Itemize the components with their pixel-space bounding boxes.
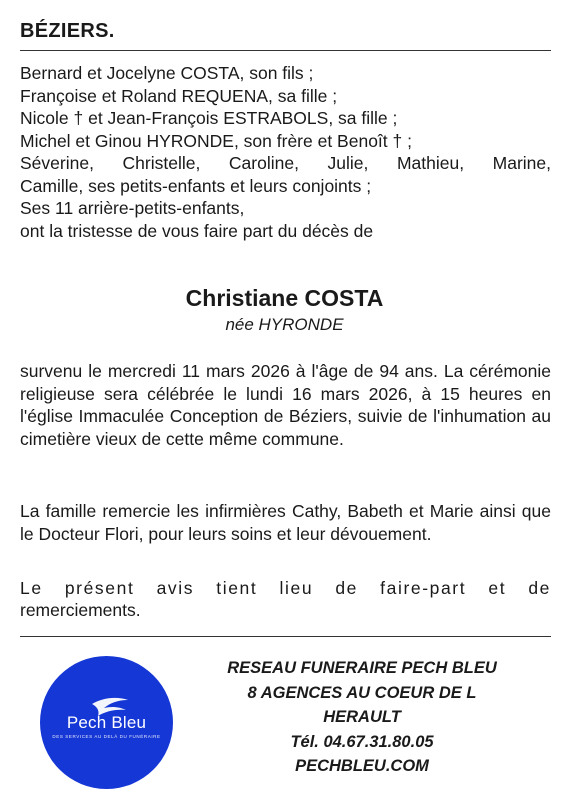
family-line: Françoise et Roland REQUENA, sa fille ; <box>20 85 338 106</box>
family-line: Camille, ses petits-enfants et leurs conjoints ; <box>20 175 372 196</box>
death-paragraph: survenu le mercredi 11 mars 2026 à l'âge de 94 ans. La cérémonie religieuse sera célébrée le lundi 16 mars 2026, à 15 heures en l'église Immaculée Conception de Béziers, suivie de l'inhumation au cimetière vieux de cette même commune. <box>20 361 551 449</box>
family-line: Michel et Ginou HYRONDE, son frère et Benoît † ; <box>20 130 412 151</box>
pech-bleu-logo <box>40 656 173 789</box>
family-line: Bernard et Jocelyne COSTA, son fils ; <box>20 63 314 83</box>
family-line: Séverine, Christelle, Caroline, Julie, Mathieu, Marine, <box>20 153 551 173</box>
company-name: RESEAU FUNERAIRE PECH BLEU <box>227 659 497 677</box>
notice-line: remerciements. <box>20 600 141 620</box>
logo-brand: Pech Bleu <box>66 713 147 732</box>
top-divider <box>20 50 551 51</box>
company-region: HERAULT <box>323 708 401 726</box>
city-heading: BÉZIERS. <box>20 20 115 42</box>
notice-line: Le présent avis tient lieu de faire-part et de <box>20 578 551 598</box>
family-list <box>20 62 551 242</box>
family-line: Ses 11 arrière-petits-enfants, <box>20 198 245 218</box>
company-phone: Tél. 04.67.31.80.05 <box>290 732 434 751</box>
company-website: PECHBLEU.COM <box>295 757 429 775</box>
bottom-divider <box>20 636 551 637</box>
family-line: Nicole † et Jean-François ESTRABOLS, sa fille ; <box>20 108 398 128</box>
logo-tagline: DES SERVICES AU DELÀ DU FUNÉRAIRE <box>52 734 161 739</box>
maiden-name: née HYRONDE <box>225 315 344 334</box>
company-block <box>212 656 512 779</box>
thanks-paragraph: La famille remercie les infirmières Cathy, Babeth et Marie ainsi que le Docteur Flori, pour leurs soins et leur dévouement. <box>20 501 551 544</box>
family-line: ont la tristesse de vous faire part du décès de <box>20 220 374 241</box>
deceased-name: Christiane COSTA <box>185 285 384 311</box>
company-agencies: 8 AGENCES AU COEUR DE L <box>247 683 477 702</box>
